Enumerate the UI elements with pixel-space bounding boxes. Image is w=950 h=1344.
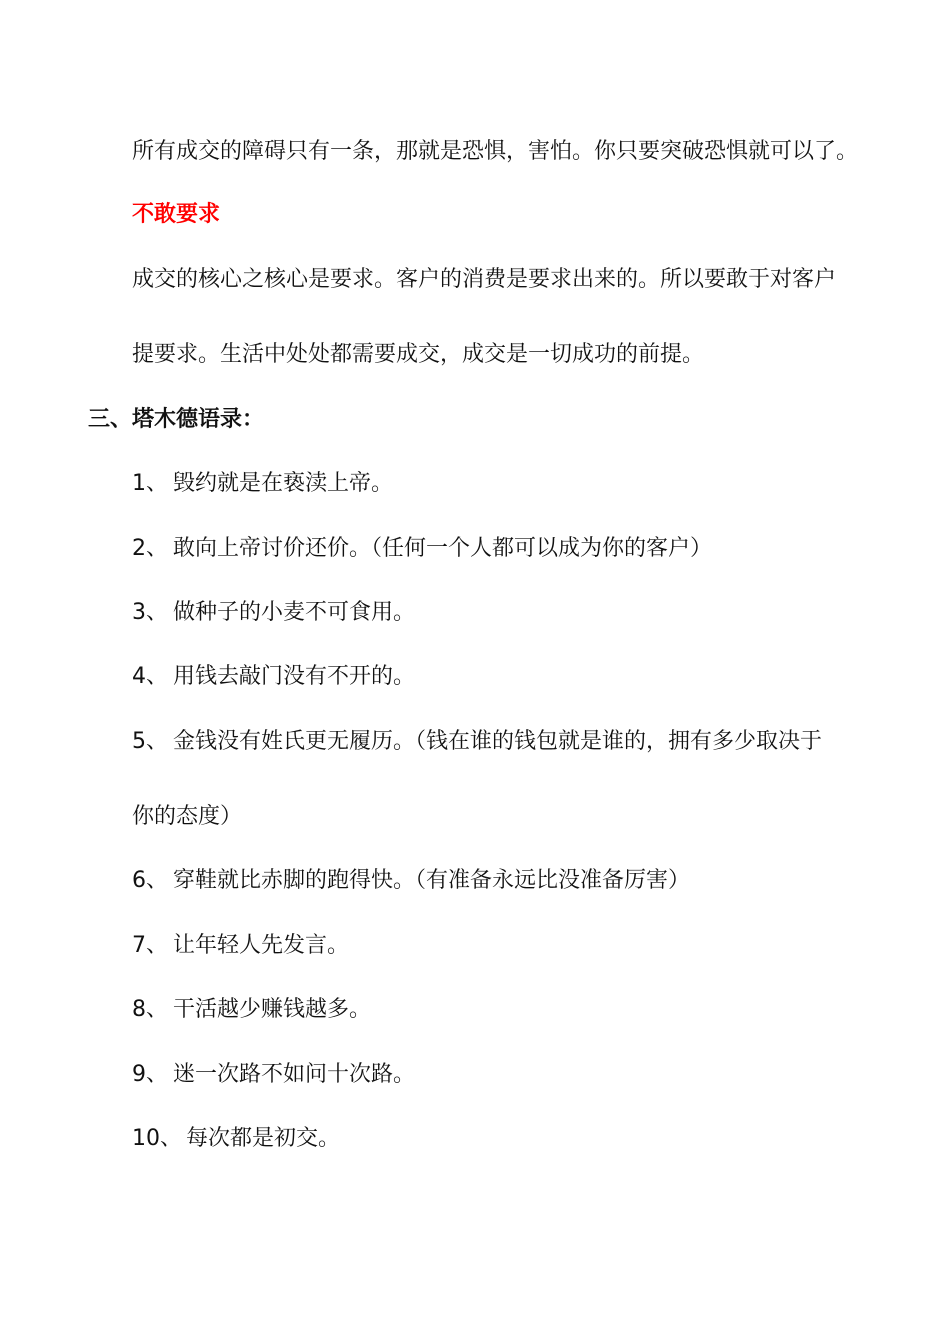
intro-line: 所有成交的障碍只有一条，那就是恐惧，害怕。你只要突破恐惧就可以了。 bbox=[132, 139, 859, 164]
list-item-text: 敢向上帝讨价还价。（任何一个人都可以成为你的客户） bbox=[173, 536, 713, 561]
list-item bbox=[132, 598, 892, 628]
list-item bbox=[132, 995, 892, 1025]
list-item-text: 做种子的小麦不可食用。 bbox=[173, 600, 416, 625]
list-item-number: 1、 bbox=[132, 471, 168, 496]
list-item-text: 金钱没有姓氏更无履历。（钱在谁的钱包就是谁的，拥有多少取决于 bbox=[173, 729, 823, 754]
list-item-text: 用钱去敲门没有不开的。 bbox=[173, 664, 416, 689]
list-item bbox=[132, 1060, 892, 1090]
list-item-text: 让年轻人先发言。 bbox=[173, 933, 350, 958]
list-item-text: 毁约就是在亵渎上帝。 bbox=[173, 471, 394, 496]
section-heading: 三、塔木德语录： bbox=[88, 407, 265, 432]
list-item-number: 5、 bbox=[132, 729, 168, 754]
list-item-number: 3、 bbox=[132, 600, 168, 625]
list-item-text: 迷一次路不如问十次路。 bbox=[173, 1062, 416, 1087]
list-item bbox=[132, 1124, 892, 1154]
list-item-number: 2、 bbox=[132, 536, 168, 561]
list-item-number: 7、 bbox=[132, 933, 168, 958]
list-item-text: 每次都是初交。 bbox=[186, 1126, 341, 1151]
list-item bbox=[132, 866, 892, 896]
list-item bbox=[132, 469, 892, 499]
list-item-number: 4、 bbox=[132, 664, 168, 689]
list-item bbox=[132, 931, 892, 961]
list-item bbox=[132, 727, 892, 757]
list-item-number: 8、 bbox=[132, 997, 168, 1022]
list-item-number: 10、 bbox=[132, 1126, 182, 1151]
list-item-text: 穿鞋就比赤脚的跑得快。（有准备永远比没准备厉害） bbox=[173, 868, 691, 893]
list-item-number: 6、 bbox=[132, 868, 168, 893]
list-item bbox=[132, 662, 892, 692]
paragraph-line-1: 成交的核心之核心是要求。客户的消费是要求出来的。所以要敢于对客户 bbox=[132, 267, 837, 292]
list-item bbox=[132, 534, 892, 564]
list-item-text: 干活越少赚钱越多。 bbox=[173, 997, 372, 1022]
section-title-red: 不敢要求 bbox=[132, 202, 221, 227]
list-item-number: 9、 bbox=[132, 1062, 168, 1087]
list-item-continuation: 你的态度） bbox=[132, 804, 243, 829]
paragraph-line-2: 提要求。生活中处处都需要成交，成交是一切成功的前提。 bbox=[132, 342, 705, 367]
